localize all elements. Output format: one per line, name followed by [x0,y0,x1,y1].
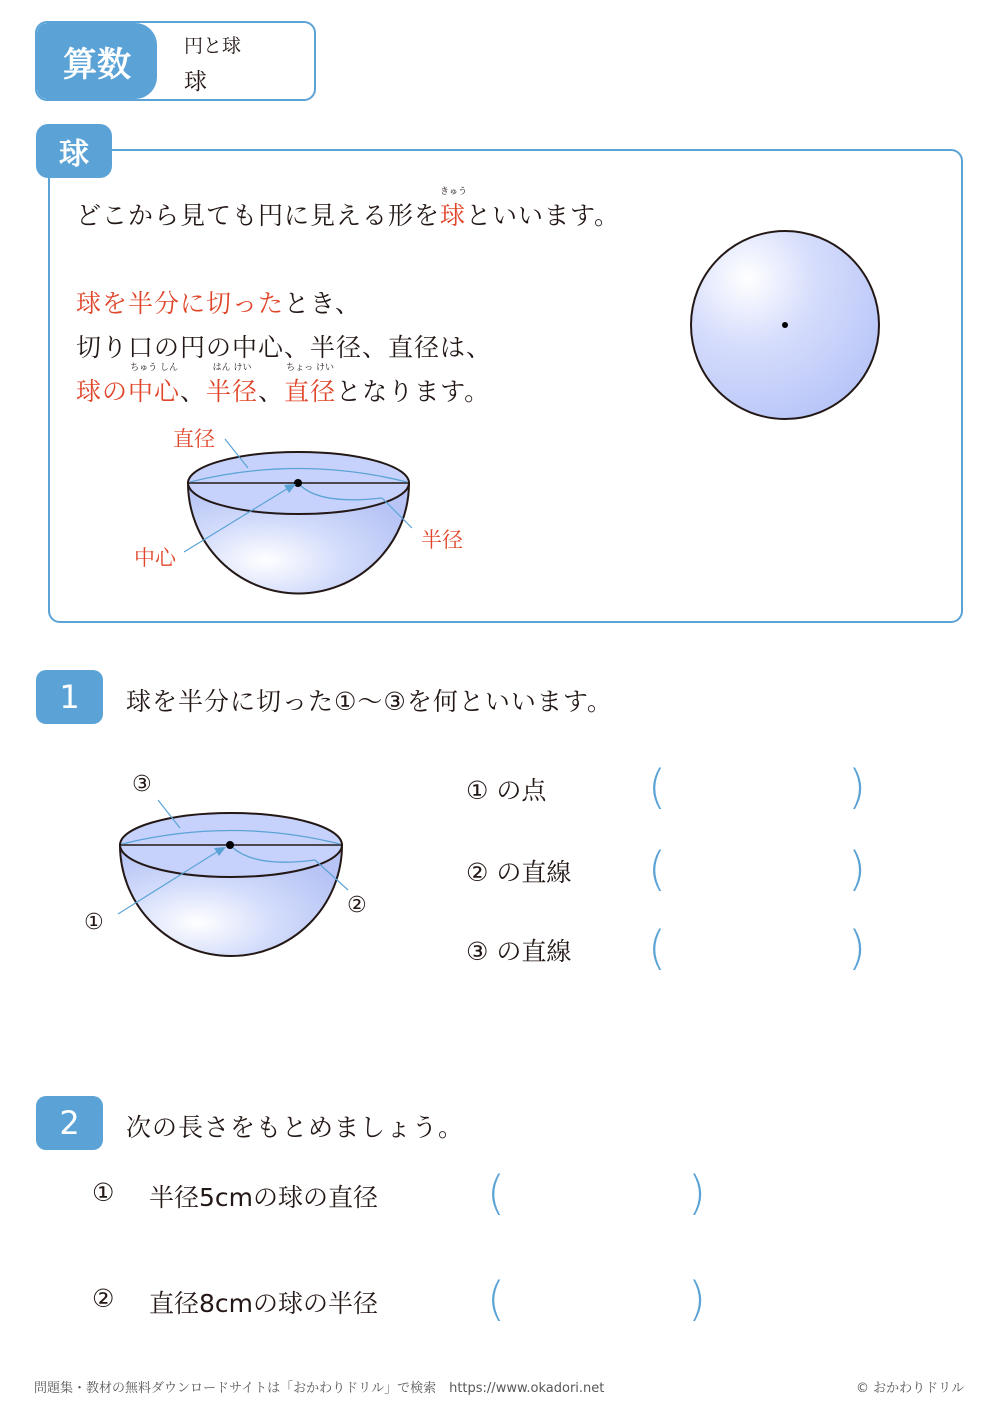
ruby-kyuu: きゅう [440,187,468,197]
footer-site-info: 問題集・教材の無料ダウンロードサイトは「おかわりドリル」で検索 https://www.okadori.net [34,1381,605,1396]
question-1-number: 1 [36,670,103,724]
sphere-illustration [680,220,890,430]
q1-item-3-answer-field[interactable] [670,931,840,967]
question-1-hemisphere-diagram [70,760,400,970]
explanation-tab: 球 [36,124,112,178]
q1-item-2-paren-open: ( [648,842,666,896]
conclusion-line: 球の ちゅう しん 中心、 はん けい 半径、 ちょっ けい 直径となります。 [76,363,491,406]
q1-item-2-answer-field[interactable] [670,852,840,888]
term-sphere: 球 [440,201,467,230]
q1-item-2-paren-close: ) [848,842,866,896]
q2-item-2-label: 直径8cmの球の半径 [149,1289,379,1318]
term-center: 中心 [128,377,181,406]
q1-item-1-answer-field[interactable] [670,770,840,806]
question-1-prompt: 球を半分に切った①～③を何といいます。 [126,687,613,716]
q2-item-1-answer-field[interactable] [510,1176,680,1212]
diagram-label-3: ③ [132,772,152,797]
question-2-number: 2 [36,1096,103,1150]
q1-item-2-label: ② の直線 [466,858,572,887]
diagram-label-2: ② [347,893,367,918]
q1-item-1-paren-open: ( [648,760,666,814]
half-cut-line: 球を半分に切ったとき、 [76,289,362,318]
diagram-label-1: ① [84,910,104,935]
term-diameter: 直径 [284,377,337,406]
q1-item-3-paren-close: ) [848,921,866,975]
label-radius: 半径 [421,528,463,552]
category-label: 円と球 [184,35,242,57]
q2-item-1-label: 半径5cmの球の直径 [149,1183,379,1212]
subject-badge: 算数 [37,23,157,99]
q2-item-1-paren-open: ( [487,1166,505,1220]
question-2-prompt: 次の長さをもとめましょう。 [126,1113,465,1142]
worksheet-header [35,21,316,101]
q1-item-3-label: ③ の直線 [466,937,572,966]
definition-line: どこから見ても円に見える形を きゅう 球といいます。 [76,196,620,232]
cut-surface-line: 切り口の円の中心、半径、直径は、 [76,333,493,362]
q2-item-2-paren-close: ) [688,1272,706,1326]
footer-copyright: © おかわりドリル [856,1381,965,1396]
q2-item-2-paren-open: ( [487,1272,505,1326]
q2-item-1-paren-close: ) [688,1166,706,1220]
q1-item-3-paren-open: ( [648,921,666,975]
q2-item-2-answer-field[interactable] [510,1282,680,1318]
q1-item-1-label: ① の点 [466,776,547,805]
label-center: 中心 [134,546,176,570]
term-radius: 半径 [206,377,259,406]
q2-item-2-marker: ② [92,1284,115,1313]
topic-label: 球 [184,69,207,95]
label-diameter: 直径 [173,427,215,451]
q2-item-1-marker: ① [92,1178,115,1207]
q1-item-1-paren-close: ) [848,760,866,814]
